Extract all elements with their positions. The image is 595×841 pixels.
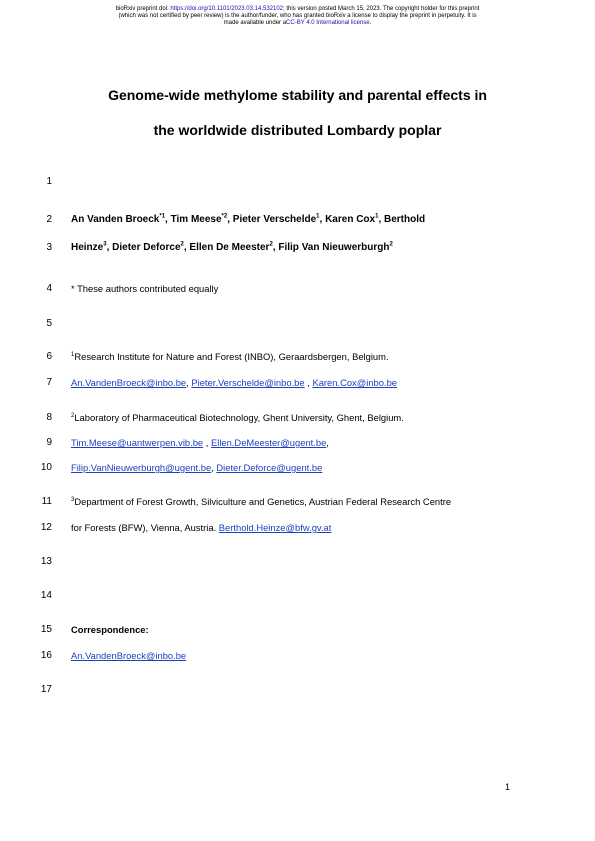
email-link[interactable]: Ellen.DeMeester@ugent.be bbox=[210, 437, 327, 448]
affiliation-2: $^2$Laboratory of Pharmaceutical Biotechnology, Ghent University, Ghent, Belgium. bbox=[71, 412, 404, 423]
header-line-1: bioRxiv preprint doi: https://doi.org/10.1101/2023.03.14.532102; this version posted March 15, 2023. The copyright holder for this preprint bbox=[115, 6, 480, 12]
line-number: 15 bbox=[40, 624, 52, 635]
title-line-1: Genome-wide methylome stability and parental effects in bbox=[108, 87, 487, 103]
line-number: 14 bbox=[40, 590, 52, 601]
line-number: 2 bbox=[46, 214, 52, 225]
line-number: 13 bbox=[40, 556, 52, 567]
line-number: 1 bbox=[46, 176, 52, 187]
line-number: 16 bbox=[40, 650, 52, 661]
line-number: 6 bbox=[46, 351, 52, 362]
doi-link[interactable]: https://doi.org/10.1101/2023.03.14.532102 bbox=[170, 6, 284, 12]
authors-line-1: An Vanden Broeck$^{*1}$, Tim Meese$^{*2}$, Pieter Verschelde$^1$, Karen Cox$^1$, Berthold bbox=[71, 213, 426, 225]
affiliation-1: $^1$Research Institute for Nature and Forest (INBO), Geraardsbergen, Belgium. bbox=[71, 351, 389, 362]
email-link[interactable]: Karen.Cox@inbo.be bbox=[312, 377, 398, 388]
affiliation-2-emails-cont: Filip.VanNieuwerburgh@ugent.be, Dieter.Deforce@ugent.be bbox=[71, 462, 323, 473]
line-number: 3 bbox=[46, 242, 52, 253]
email-link[interactable]: Dieter.Deforce@ugent.be bbox=[216, 462, 323, 473]
line-number: 5 bbox=[46, 318, 52, 329]
affiliation-2-emails: Tim.Meese@uantwerpen.vib.be , Ellen.DeMeester@ugent.be, bbox=[71, 437, 329, 448]
line-number: 9 bbox=[46, 437, 52, 448]
affiliation-3-cont: for Forests (BFW), Vienna, Austria. Berthold.Heinze@bfw.gv.at bbox=[71, 522, 332, 533]
email-link[interactable]: Filip.VanNieuwerburgh@ugent.be bbox=[71, 462, 212, 473]
email-link[interactable]: An.VandenBroeck@inbo.be bbox=[71, 377, 187, 388]
preprint-header bbox=[40, 6, 555, 27]
affiliation-3: $^3$Department of Forest Growth, Silviculture and Genetics, Austrian Federal Research Centre bbox=[71, 496, 452, 507]
title-line-2: the worldwide distributed Lombardy poplar bbox=[153, 122, 442, 138]
line-number: 4 bbox=[46, 283, 52, 294]
line-number: 17 bbox=[40, 684, 52, 695]
header-line-3: made available under aCC-BY 4.0 International license. bbox=[223, 20, 372, 26]
authors-line-2: Heinze$^3$, Dieter Deforce$^2$, Ellen De Meester$^2$, Filip Van Nieuwerburgh$^2$ bbox=[71, 241, 393, 253]
line-number: 8 bbox=[46, 412, 52, 423]
affiliation-1-emails: An.VandenBroeck@inbo.be, Pieter.Verschelde@inbo.be , Karen.Cox@inbo.be bbox=[71, 377, 398, 388]
correspondence-label: Correspondence: bbox=[71, 624, 149, 635]
header-line-2: (which was not certified by peer review) is the author/funder, who has granted bioRxiv a license to display the preprint in perpetuity. It is bbox=[118, 13, 477, 19]
correspondence-email-link[interactable]: An.VandenBroeck@inbo.be bbox=[71, 650, 187, 661]
page-number: 1 bbox=[505, 782, 511, 792]
line-number: 10 bbox=[40, 462, 52, 473]
email-link[interactable]: Berthold.Heinze@bfw.gv.at bbox=[218, 522, 332, 533]
equal-contribution-note: * These authors contributed equally bbox=[71, 283, 219, 294]
correspondence-email-row bbox=[71, 650, 561, 662]
license-link[interactable]: CC-BY 4.0 International license bbox=[286, 20, 370, 26]
line-number: 7 bbox=[46, 377, 52, 388]
email-link[interactable]: Tim.Meese@uantwerpen.vib.be bbox=[71, 437, 204, 448]
line-number: 12 bbox=[40, 522, 52, 533]
email-link[interactable]: Pieter.Verschelde@inbo.be bbox=[191, 377, 305, 388]
line-number: 11 bbox=[41, 496, 52, 507]
